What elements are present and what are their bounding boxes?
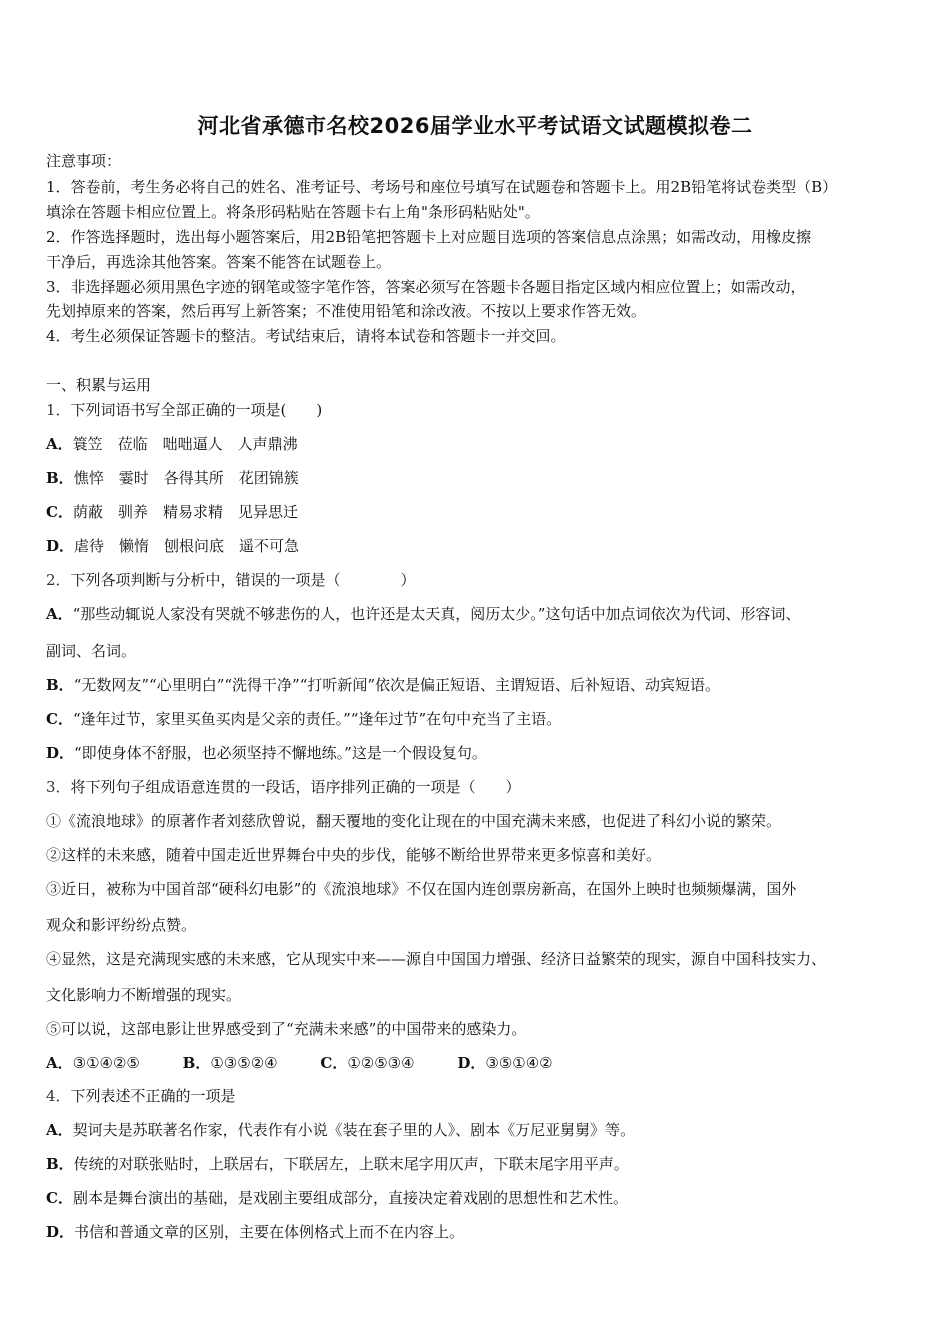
option-text: 簑笠 莅临 咄咄逼人 人声鼎沸: [72, 435, 298, 453]
option-text: 传统的对联张贴时，上联居右，下联居左，上联末尾字用仄声，下联末尾字用平声。: [73, 1155, 629, 1173]
question-number: 1．: [46, 401, 71, 419]
option-label: D．: [46, 537, 75, 555]
option-text: “无数网友”“心里明白”“洗得干净”“打听新闻”依次是偏正短语、主谓短语、后补短语、动宾短语。: [73, 676, 721, 694]
question-text: 下列表述不正确的一项是: [70, 1087, 236, 1105]
q2-option-d: [46, 743, 487, 763]
q1-option-a: [46, 434, 298, 454]
option-text: 书信和普通文章的区别，主要在体例格式上而不在内容上。: [74, 1223, 465, 1241]
option-text: 剧本是舞台演出的基础，是戏剧主要组成部分，直接决定着戏剧的思想性和艺术性。: [72, 1189, 628, 1207]
q3-sentence-3-cont: 观众和影评纷纷点赞。: [46, 916, 197, 934]
section-heading: 一、积累与运用: [46, 376, 152, 394]
option-text: “那些动辄说人家没有哭就不够悲伤的人，也许还是太天真，阅历太少。”这句话中加点词依次为代词、形容词、: [72, 605, 801, 623]
notice-line: 3．非选择题必须用黑色字迹的钢笔或签字笔作答，答案必须写在答题卡各题目指定区域内相应位置上；如需改动，: [46, 278, 806, 296]
q2-option-c: [46, 709, 561, 729]
option-text: “逢年过节，家里买鱼买肉是父亲的责任。”“逢年过节”在句中充当了主语。: [72, 710, 562, 728]
option-label: D．: [457, 1054, 486, 1072]
question-1-stem: [46, 400, 322, 420]
question-number: 2．: [46, 571, 71, 589]
option-text: 憔悴 霎时 各得其所 花团锦簇: [73, 469, 299, 487]
option-text: 契诃夫是苏联著名作家，代表作有小说《装在套子里的人》、剧本《万尼亚舅舅》等。: [72, 1121, 636, 1139]
question-2-stem: [46, 570, 416, 590]
notice-line: 2．作答选择题时，选出每小题答案后，用2B铅笔把答题卡上对应题目选项的答案信息点涂黑；如需改动，用橡皮擦: [46, 228, 812, 246]
question-3-stem: [46, 777, 521, 797]
option-label: C．: [46, 1189, 73, 1207]
option-text: 荫蔽 驯养 精易求精 见异思迁: [72, 503, 298, 521]
option-text: ①②⑤③④: [347, 1054, 415, 1072]
notice-line: 干净后，再选涂其他答案。答案不能答在试题卷上。: [46, 253, 392, 271]
notice-line: 先划掉原来的答案，然后再写上新答案；不准使用铅笔和涂改液。不按以上要求作答无效。: [46, 302, 647, 320]
q4-option-b: [46, 1154, 629, 1174]
q3-sentence-2: ②这样的未来感，随着中国走近世界舞台中央的步伐，能够不断给世界带来更多惊喜和美好。: [46, 846, 662, 864]
option-label: C．: [46, 710, 73, 728]
question-4-stem: [46, 1086, 236, 1106]
q3-options-row: [46, 1053, 553, 1073]
option-label: D．: [46, 744, 75, 762]
option-label: B．: [46, 1155, 74, 1173]
q3-sentence-5: ⑤可以说，这部电影让世界感受到了“充满未来感”的中国带来的感染力。: [46, 1020, 527, 1038]
option-label: A．: [46, 1054, 73, 1072]
option-label: B．: [46, 676, 74, 694]
option-label: A．: [46, 1121, 73, 1139]
option-text: ③①④②⑤: [72, 1054, 140, 1072]
q2-option-a: [46, 604, 800, 624]
option-label: B．: [182, 1054, 211, 1072]
q3-sentence-1: ①《流浪地球》的原著作者刘慈欣曾说，翻天覆地的变化让现在的中国充满未来感，也促进了科幻小说的繁荣。: [46, 812, 782, 830]
notice-heading: 注意事项：: [46, 152, 122, 170]
notice-line: 4．考生必须保证答题卡的整洁。考试结束后，请将本试卷和答题卡一并交回。: [46, 327, 566, 345]
option-label: C．: [46, 503, 73, 521]
question-text: 下列词语书写全部正确的一项是( ): [70, 401, 323, 419]
option-label: B．: [46, 469, 74, 487]
q4-option-d: [46, 1222, 464, 1242]
option-label: A．: [46, 605, 73, 623]
q4-option-c: [46, 1188, 628, 1208]
option-label: D．: [46, 1223, 75, 1241]
question-number: 4．: [46, 1087, 71, 1105]
notice-line: 1．答卷前，考生务必将自己的姓名、准考证号、考场号和座位号填写在试题卷和答题卡上。用2B铅笔将试卷类型（B）: [46, 178, 838, 196]
q4-option-a: [46, 1120, 635, 1140]
q2-option-b: [46, 675, 720, 695]
q3-sentence-4: ④显然，这是充满现实感的未来感，它从现实中来——源自中国国力增强、经济日益繁荣的现实，源自中国科技实力、: [46, 950, 827, 968]
q1-option-b: [46, 468, 299, 488]
q1-option-c: [46, 502, 298, 522]
question-number: 3．: [46, 778, 71, 796]
q3-sentence-3: ③近日，被称为中国首部“硬科幻电影”的《流浪地球》不仅在国内连创票房新高，在国外上映时也频频爆满，国外: [46, 880, 797, 898]
question-text: 将下列句子组成语意连贯的一段话，语序排列正确的一项是（ ）: [70, 778, 521, 796]
option-text: “即使身体不舒服，也必须坚持不懈地练。”这是一个假设复句。: [74, 744, 487, 762]
option-label: A．: [46, 435, 73, 453]
q3-sentence-4-cont: 文化影响力不断增强的现实。: [46, 986, 242, 1004]
q1-option-d: [46, 536, 299, 556]
q2-option-a-cont: 副词、名词。: [46, 642, 137, 660]
notice-line: 填涂在答题卡相应位置上。将条形码粘贴在答题卡右上角"条形码粘贴处"。: [46, 203, 540, 221]
option-text: ①③⑤②④: [210, 1054, 278, 1072]
option-label: C．: [320, 1054, 348, 1072]
option-text: 虐待 懒惰 刨根问底 遥不可急: [74, 537, 300, 555]
page-title: 河北省承德市名校2026届学业水平考试语文试题模拟卷二: [197, 114, 753, 138]
option-text: ③⑤①④②: [485, 1054, 553, 1072]
question-text: 下列各项判断与分析中，错误的一项是（ ）: [70, 571, 416, 589]
